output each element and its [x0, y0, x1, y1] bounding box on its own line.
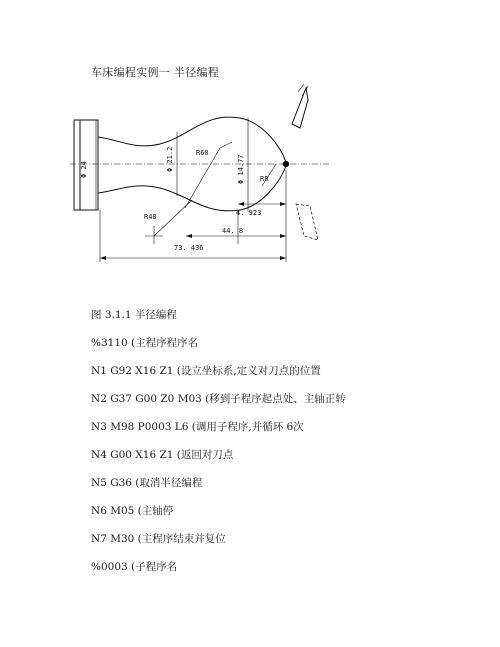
tool-top: [292, 88, 308, 128]
part-profile-upper: [98, 117, 286, 162]
program-line: %3110 (主程序程序名: [91, 337, 199, 349]
figure-caption: 图 3.1.1 半径编程: [91, 309, 177, 321]
program-line: N4 G00 X16 Z1 (返回对刀点: [91, 449, 234, 461]
tool-tip-point: [283, 161, 289, 167]
dim-r60: R60: [196, 149, 209, 157]
dim-length-73-436: 73. 436: [174, 244, 204, 252]
program-line: N3 M98 P0003 L6 (调用子程序,并循环 6次: [91, 421, 304, 433]
program-line: N5 G36 (取消半径编程: [91, 477, 203, 489]
dim-diameter-24: Φ 24: [80, 161, 88, 178]
program-line: N2 G37 G00 Z0 M03 (移到子程序起点处、主轴正转: [91, 393, 346, 405]
dim-length-4-923: 4. 923: [236, 209, 262, 217]
program-line: %0003 (子程序名: [91, 561, 178, 573]
dim-length-44-8: 44. 8: [222, 227, 244, 235]
program-line: N6 M05 (主轴停: [91, 505, 174, 517]
program-line: N1 G92 X16 Z1 (设立坐标系,定义对刀点的位置: [91, 365, 321, 377]
dim-r40: R40: [144, 213, 157, 221]
turning-part-drawing: [0, 0, 500, 290]
dim-diameter-21-2: Φ 21.2: [166, 146, 174, 172]
dim-r8: R8: [260, 175, 269, 183]
dim-diameter-14-77: Φ 14.77: [237, 154, 245, 184]
program-line: N7 M30 (主程序结束并复位: [91, 533, 226, 545]
tool-bottom-dashed: [296, 204, 318, 240]
page-title: 车床编程实例一 半径编程: [91, 66, 220, 79]
